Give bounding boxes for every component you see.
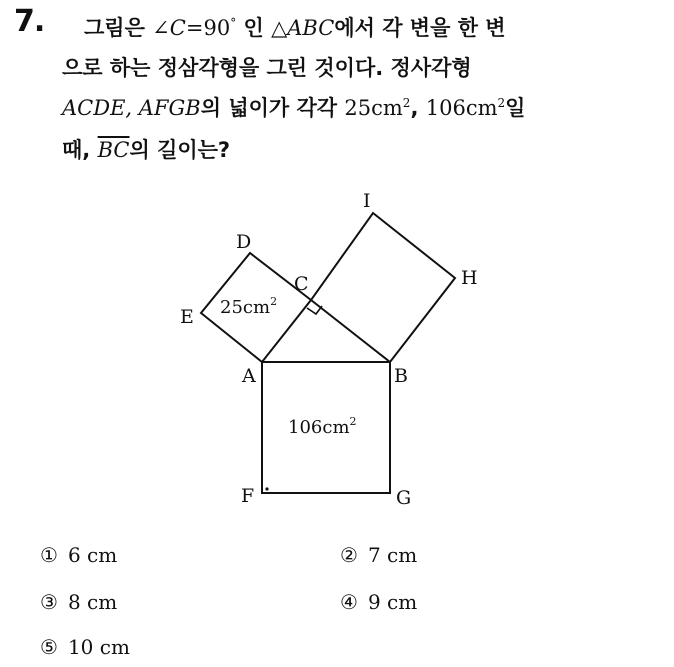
question-line-4: 때, $\overline{BC}$의 길이는? [62, 138, 231, 162]
choice-2[interactable]: ② 7 cm [340, 543, 418, 567]
label-d: D [236, 231, 252, 253]
choice-4[interactable]: ④ 9 cm [340, 590, 418, 614]
point-mark-f [265, 487, 268, 490]
area-label-large: $106cm^2$ [288, 415, 357, 438]
question-line-3: ACDE, AFGB의 넓이가 각각 $25cm^2$, $106cm^2$일 [62, 96, 526, 120]
label-a: A [242, 365, 256, 387]
question-number: 7. [14, 4, 45, 39]
question-line-2: 으로 하는 정삼각형을 그린 것이다. 정사각형 [62, 56, 472, 80]
label-i: I [363, 190, 371, 212]
question-line-1: 그림은 ∠C=90° 인 △ABC에서 각 변을 한 변 [84, 16, 506, 40]
label-e: E [180, 306, 194, 328]
label-f: F [241, 485, 255, 507]
label-g: G [396, 487, 412, 509]
choice-3[interactable]: ③ 8 cm [40, 590, 118, 614]
choice-1[interactable]: ① 6 cm [40, 543, 118, 567]
area-label-small: $25cm^2$ [220, 295, 278, 318]
square-cbhi [311, 213, 455, 362]
label-h: H [461, 267, 478, 289]
label-c: C [294, 273, 309, 295]
label-b: B [394, 365, 408, 387]
choice-5[interactable]: ⑤ 10 cm [40, 635, 130, 659]
